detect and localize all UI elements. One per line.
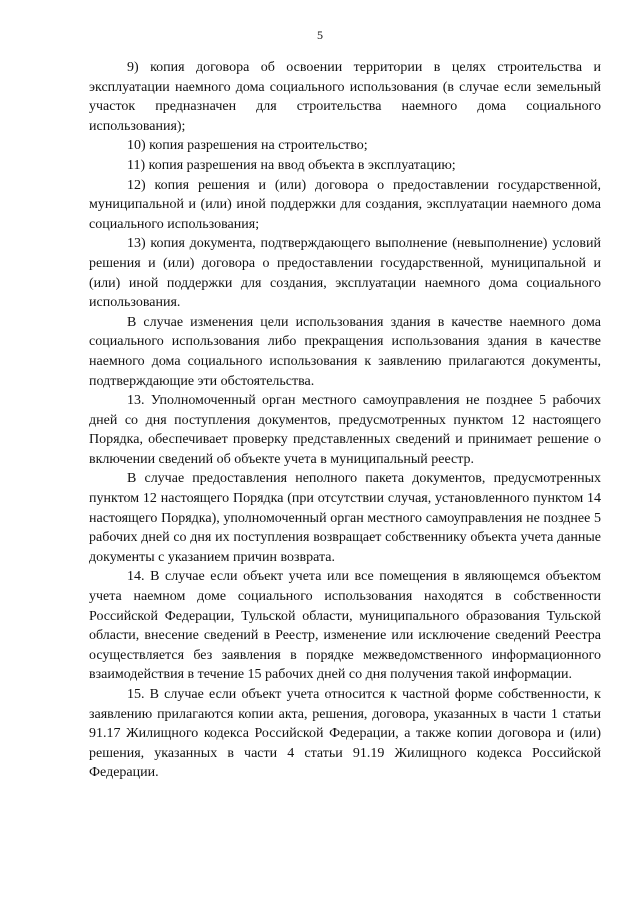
paragraph-item-11: 11) копия разрешения на ввод объекта в эксплуатацию; <box>127 157 456 173</box>
document-body <box>89 58 601 783</box>
paragraph-item-9: 9) копия договора об освоении территории в целях строительства и эксплуатации наемного дома социального использования (в случае если земельный участок предназначен для строительства наемного дома социального использования); <box>89 60 601 134</box>
paragraph-item-10: 10) копия разрешения на строительство; <box>127 138 368 154</box>
page-number: 5 <box>317 28 323 42</box>
paragraph-clause-14: 14. В случае если объект учета или все помещения в являющемся объектом учета наемном доме социального использования находятся в собственности Российской Федерации, Тульской области, муниципального образования Тульской области, внесение сведений в Реестр, изменение или исключение сведений Реестра осуществляется без заявления в порядке межведомственного информационного взаимодействия в течение 15 рабочих дней со дня получения такой информации. <box>89 569 601 683</box>
paragraph-incomplete-package: В случае предоставления неполного пакета документов, предусмотренных пунктом 12 настоящего Порядка (при отсутствии случая, установленного пунктом 14 настоящего Порядка), уполномоченный орган местного самоуправления не позднее 5 рабочих дней со дня их поступления возвращает собственнику объекта учета данные документы с указанием причин возврата. <box>89 471 601 565</box>
paragraph-clause-15: 15. В случае если объект учета относится к частной форме собственности, к заявлению прилагаются копии акта, решения, договора, указанных в части 1 статьи 91.17 Жилищного кодекса Российской Федерации, а также копии договора и (или) решения, указанных в части 4 статьи 91.19 Жилищного кодекса Российской Федерации. <box>89 687 601 781</box>
paragraph-item-12: 12) копия решения и (или) договора о предоставлении государственной, муниципальной и (или) иной поддержки для создания, эксплуатации наемного дома социального использования; <box>89 177 601 232</box>
paragraph-clause-13: 13. Уполномоченный орган местного самоуправления не позднее 5 рабочих дней со дня поступления документов, предусмотренных пунктом 12 настоящего Порядка, обеспечивает проверку представленных сведений и принимает решение о включении сведений об объекте учета в муниципальный реестр. <box>89 393 601 467</box>
paragraph-item-13: 13) копия документа, подтверждающего выполнение (невыполнение) условий решения и (или) договора о предоставлении государственной, муниципальной и (или) иной поддержки для создания, эксплуатации наемного дома социального использования. <box>89 236 601 311</box>
paragraph-purpose-change: В случае изменения цели использования здания в качестве наемного дома социального использования либо прекращения использования здания в качестве наемного дома социального использования к заявлению прилагаются документы, подтверждающие эти обстоятельства. <box>89 314 601 389</box>
